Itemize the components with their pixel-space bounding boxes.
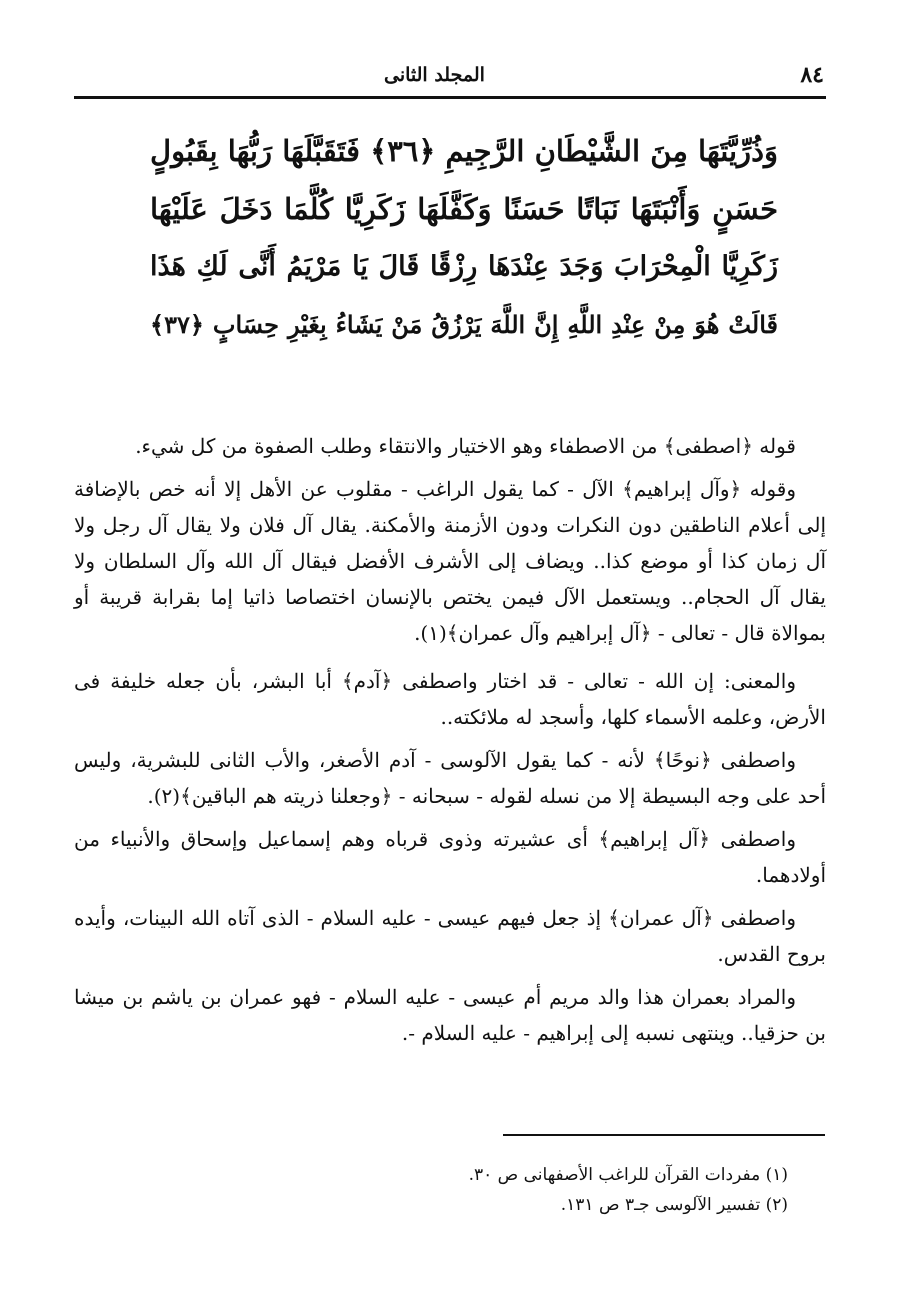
paragraph: واصطفى ﴿نوحًا﴾ لأنه - كما يقول الآلوسى - آدم الأصغر، والأب الثانى للبشرية، وليس أحد على وجه البسيطة إلا من نسله لقوله - سبحانه - ﴿وجعلنا ذريته هم الباقين﴾(٢).: [74, 748, 826, 808]
footnote-rule: [503, 1134, 825, 1136]
paragraph: والمراد بعمران هذا والد مريم أم عيسى - عليه السلام - فهو عمران بن ياشم بن ميشا بن حزقيا.. وينتهى نسبه إلى إبراهيم - عليه السلام -.: [74, 985, 826, 1045]
paragraph: والمعنى: إن الله - تعالى - قد اختار واصطفى ﴿آدم﴾ أبا البشر، بأن جعله خليفة فى الأرض، وعلمه الأسماء كلها، وأسجد له ملائكته..: [74, 669, 826, 729]
verse-line: زَكَرِيَّا الْمِحْرَابَ وَجَدَ عِنْدَهَا رِزْقًا قَالَ يَا مَرْيَمُ أَنَّى لَكِ هَذَا: [150, 251, 778, 282]
page-header: [74, 58, 824, 92]
page-number: ٨٤: [800, 62, 824, 88]
paragraph: وقوله ﴿وآل إبراهيم﴾ الآل - كما يقول الراغب - مقلوب عن الأهل إلا أنه خص بالإضافة إلى أعلام الناطقين دون النكرات ودون الأزمنة والأمكنة. يقال آل فلان ولا يقال آل رجل ولا آل زمان كذا أو موضع كذا.. ويضاف إلى الأشرف الأفضل فيقال آل الله وآل السلطان ولا يقال آل الحجام.. ويستعمل الآل فيمن يختص بالإنسان اختصاصا ذاتيا إما بقرابة قريبة أو بموالاة قال - تعالى - ﴿آل إبراهيم وآل عمران﴾(١).: [74, 477, 826, 645]
paragraph: قوله ﴿اصطفى﴾ من الاصطفاء وهو الاختيار والانتقاء وطلب الصفوة من كل شيء.: [135, 434, 796, 458]
paragraph: واصطفى ﴿آل إبراهيم﴾ أى عشيرته وذوى قرباه وهم إسماعيل وإسحاق والأنبياء من أولادهما.: [74, 827, 826, 887]
footnote: (٢) تفسير الآلوسى جـ٣ ص ١٣١.: [560, 1195, 788, 1215]
paragraph: واصطفى ﴿آل عمران﴾ إذ جعل فيهم عيسى - عليه السلام - الذى آتاه الله البينات، وأيده بروح القدس.: [74, 906, 826, 966]
commentary-text: [74, 428, 826, 1058]
footnotes: [74, 1160, 826, 1220]
verse-line: وَذُرِّيَّتَهَا مِنَ الشَّيْطَانِ الرَّجِيمِ ﴿٣٦﴾ فَتَقَبَّلَهَا رَبُّهَا بِقَبُولٍ: [150, 134, 778, 168]
quran-verses: [150, 122, 778, 354]
volume-title: المجلد الثانى: [384, 64, 485, 86]
verse-line: حَسَنٍ وَأَنْبَتَهَا نَبَاتًا حَسَنًا وَكَفَّلَهَا زَكَرِيَّا كُلَّمَا دَخَلَ عَلَيْهَا: [150, 192, 778, 226]
footnote: (١) مفردات القرآن للراغب الأصفهانى ص ٣٠.: [468, 1165, 788, 1185]
header-rule: [74, 96, 826, 99]
verse-line: قَالَتْ هُوَ مِنْ عِنْدِ اللَّهِ إِنَّ اللَّهَ يَرْزُقُ مَنْ يَشَاءُ بِغَيْرِ حِسَابٍ ﴿٣٧﴾: [150, 310, 778, 339]
